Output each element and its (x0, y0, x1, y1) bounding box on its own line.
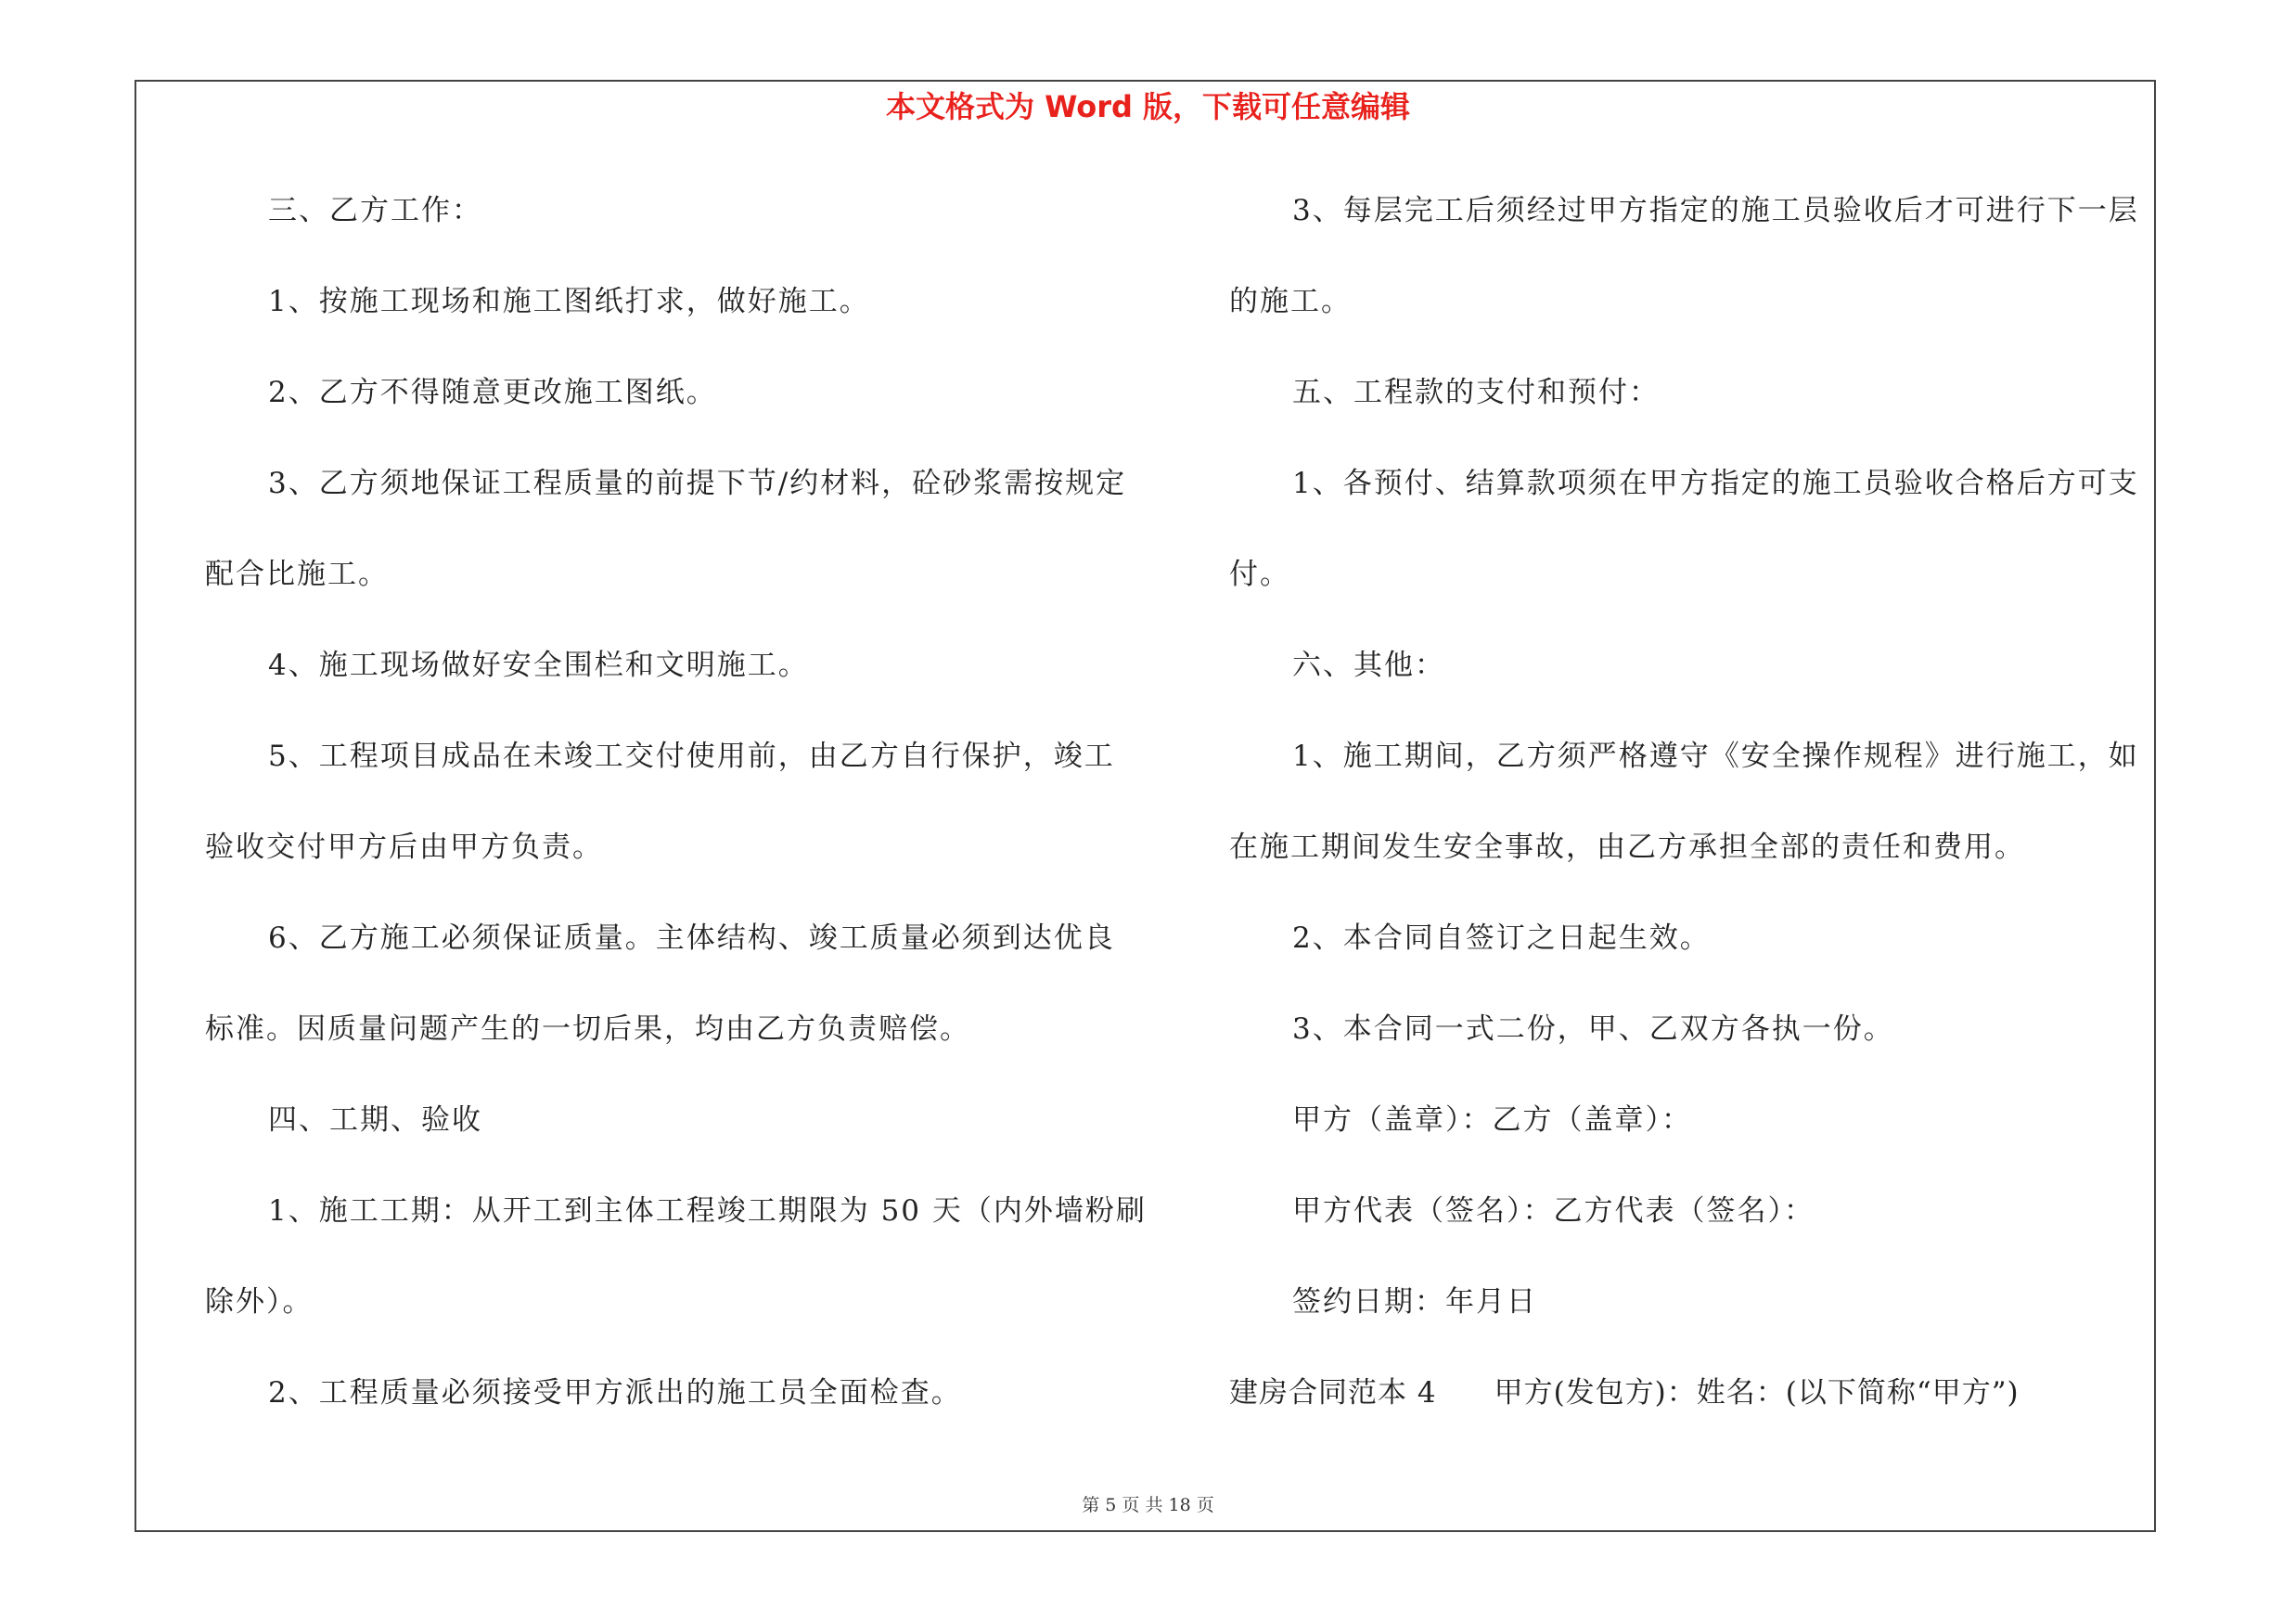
paragraph-line: 三、乙方工作： (268, 194, 482, 227)
paragraph-line: 2、本合同自签订之日起生效。 (1292, 921, 1711, 955)
paragraph-line: 3、每层完工后须经过甲方指定的施工员验收后才可进行下一层 (1292, 194, 2139, 227)
paragraph-line: 在施工期间发生安全事故，由乙方承担全部的责任和费用。 (1229, 831, 2025, 864)
paragraph-line: 付。 (1229, 558, 1290, 591)
paragraph-line: 4、施工现场做好安全围栏和文明施工。 (268, 649, 809, 682)
section-heading: 四、工期、验收 (268, 1103, 482, 1137)
contract-template-title: 建房合同范本 4 (1229, 1376, 1437, 1410)
signature-representative-line: 甲方代表（签名）：乙方代表（签名）： (1292, 1194, 1815, 1228)
paragraph-line: 2、乙方不得随意更改施工图纸。 (268, 376, 717, 409)
paragraph-line: 1、施工期间，乙方须严格遵守《安全操作规程》进行施工，如 (1292, 740, 2139, 773)
paragraph-line: 标准。因质量问题产生的一切后果，均由乙方负责赔偿。 (205, 1012, 970, 1046)
paragraph-line: 5、工程项目成品在未竣工交付使用前，由乙方自行保护，竣工 (268, 740, 1115, 773)
next-contract-heading (1229, 1370, 2148, 1461)
signing-date-line: 签约日期：年月日 (1292, 1285, 1537, 1319)
paragraph-line: 6、乙方施工必须保证质量。主体结构、竣工质量必须到达优良 (268, 921, 1115, 955)
editable-format-banner: 本文格式为 Word 版，下载可任意编辑 (885, 89, 1411, 124)
paragraph-line: 配合比施工。 (205, 558, 389, 591)
section-heading: 六、其他： (1292, 649, 1445, 682)
paragraph-line: 1、施工工期：从开工到主体工程竣工期限为 50 天（内外墙粉刷 (268, 1194, 1147, 1228)
paragraph-line: 2、工程质量必须接受甲方派出的施工员全面检查。 (268, 1376, 962, 1410)
paragraph-line: 除外）。 (205, 1285, 314, 1319)
paragraph-line: 3、本合同一式二份，甲、乙双方各执一份。 (1292, 1012, 1894, 1046)
party-a-intro: 甲方(发包方)：姓名：(以下简称“甲方”) (1494, 1376, 2020, 1410)
signature-seal-line: 甲方（盖章）：乙方（盖章）： (1292, 1103, 1692, 1137)
paragraph-line: 3、乙方须地保证工程质量的前提下节/约材料，砼砂浆需按规定 (268, 467, 1127, 500)
section-heading: 五、工程款的支付和预付： (1292, 376, 1660, 409)
page-number-footer: 第 5 页 共 18 页 (1082, 1495, 1214, 1515)
paragraph-line: 1、各预付、结算款项须在甲方指定的施工员验收合格后方可支 (1292, 467, 2139, 500)
paragraph-line: 1、按施工现场和施工图纸打求，做好施工。 (268, 285, 870, 318)
paragraph-line: 验收交付甲方后由甲方负责。 (205, 831, 603, 864)
paragraph-line: 的施工。 (1229, 285, 1352, 318)
right-column (1229, 187, 2148, 1461)
left-column (205, 187, 1147, 1461)
